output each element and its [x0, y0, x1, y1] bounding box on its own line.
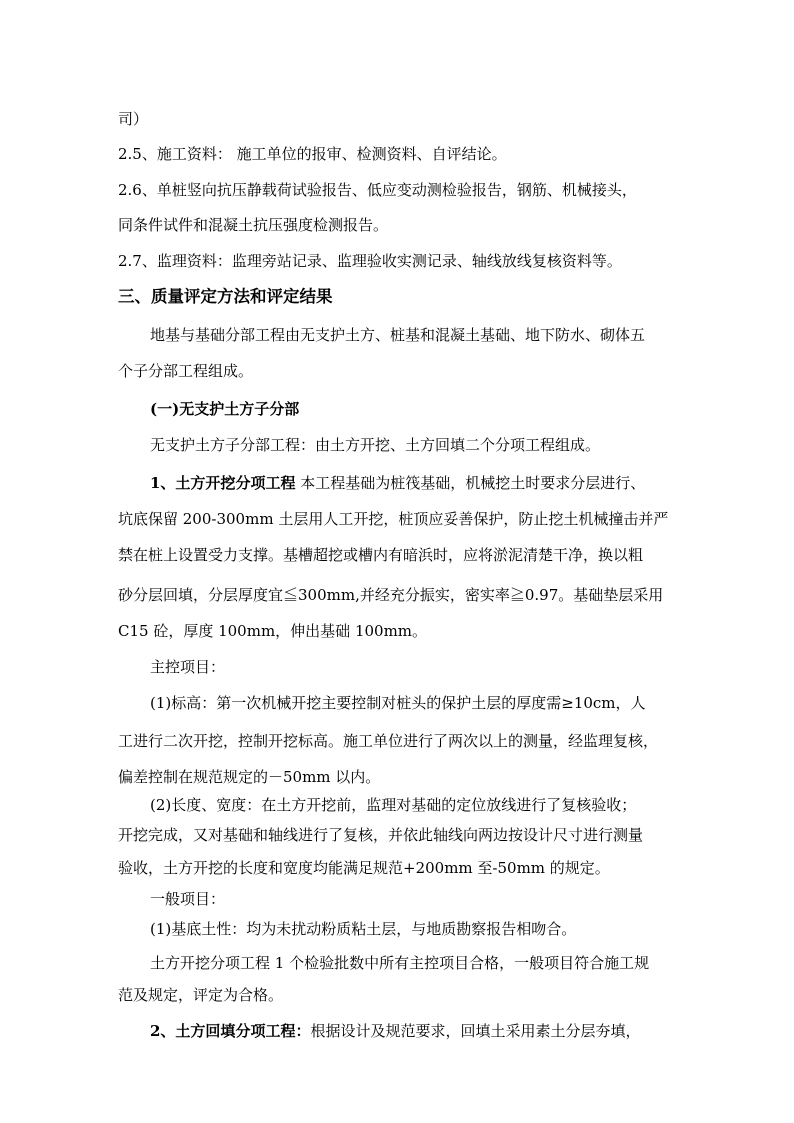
text-line: (2)长度、宽度：在土方开挖前，监理对基础的定位放线进行了复核验收； [150, 796, 637, 814]
text-line: 个子分部工程组成。 [118, 362, 254, 380]
text-line: 2.6、单桩竖向抗压静载荷试验报告、低应变动测检验报告，钢筋、机械接头， [118, 181, 637, 199]
text-line: 一般项目： [150, 890, 226, 908]
text-line [150, 1020, 640, 1042]
text-line: 同条件试件和混凝土抗压强度检测报告。 [118, 216, 389, 234]
text-line: C15 砼，厚度 100mm，伸出基础 100mm。 [118, 622, 428, 640]
text-line: (1)基底土性：均为未扰动粉质粘土层，与地质勘察报告相吻合。 [150, 920, 577, 938]
text-line: 无支护土方子分部工程：由土方开挖、土方回填二个分项工程组成。 [150, 436, 601, 454]
text-line: 偏差控制在规范规定的－50mm 以内。 [118, 768, 381, 786]
text-line: 地基与基础分部工程由无支护土方、桩基和混凝土基础、地下防水、砌体五 [150, 326, 646, 344]
text-line: (1)标高：第一次机械开挖主要控制对桩头的保护土层的厚度需≥10cm，人 [150, 694, 646, 712]
text-line [150, 472, 645, 494]
text-line: 验收，土方开挖的长度和宽度均能满足规范+200mm 至-50mm 的规定。 [118, 859, 610, 877]
item-text: 本工程基础为桩筏基础，机械挖土时要求分层进行、 [295, 474, 646, 492]
text-line: 砂分层回填，分层厚度宜≦300mm,并经充分振实，密实率≧0.97。基础垫层采用 [118, 586, 664, 604]
text-line: 主控项目： [150, 658, 226, 676]
text-line: 2.7、监理资料：监理旁站记录、监理验收实测记录、轴线放线复核资料等。 [118, 252, 622, 270]
subsection-heading: (一)无支护土方子分部 [150, 400, 300, 418]
item-heading: 2、土方回填分项工程： [150, 1022, 311, 1040]
text-line: 开挖完成，又对基础和轴线进行了复核，并依此轴线向两边按设计尺寸进行测量 [118, 826, 644, 844]
text-line: 工进行二次开挖，控制开挖标高。施工单位进行了两次以上的测量，经监理复核， [118, 732, 659, 750]
section-heading: 三、质量评定方法和评定结果 [118, 287, 333, 306]
item-text: 根据设计及规范要求，回填土采用素土分层夯填， [310, 1022, 641, 1040]
text-line: 土方开挖分项工程 1 个检验批数中所有主控项目合格，一般项目符合施工规 [150, 954, 650, 972]
text-line: 2.5、施工资料： 施工单位的报审、检测资料、自评结论。 [118, 145, 507, 163]
text-line: 禁在桩上设置受力支撑。基槽超挖或槽内有暗浜时，应将淤泥清楚干净，换以粗 [118, 546, 644, 564]
text-line: 司） [118, 110, 149, 128]
item-heading: 1、土方开挖分项工程 [150, 474, 296, 492]
text-line: 坑底保留 200-300mm 土层用人工开挖，桩顶应妥善保护，防止挖土机械撞击并严 [118, 510, 669, 528]
text-line: 范及规定，评定为合格。 [118, 986, 284, 1004]
